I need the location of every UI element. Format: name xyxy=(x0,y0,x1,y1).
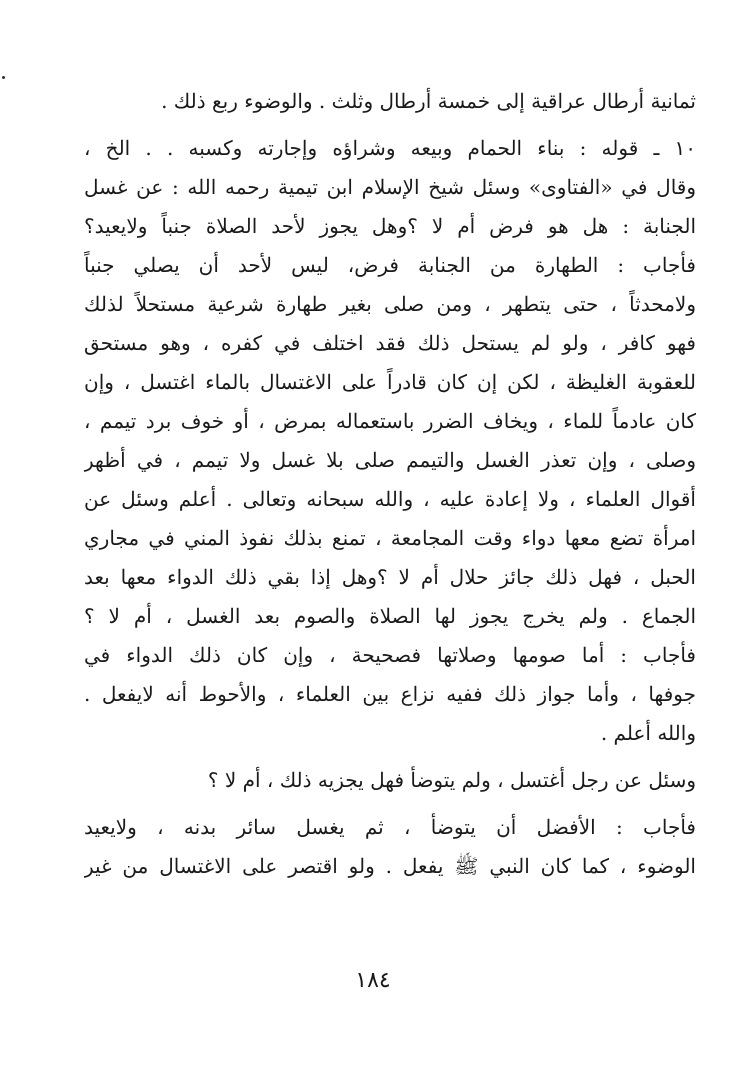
text-line: الجماع . ولم يخرج يجوز لها الصلاة والصوم بعد الغسل ، أم لا ؟ xyxy=(84,604,696,628)
text-line: جوفها ، وأما جواز ذلك ففيه نزاع بين العلماء ، والأحوط أنه لايفعل . xyxy=(84,682,696,706)
text-line: والله أعلم . xyxy=(600,721,696,745)
text-line: فهو كافر ، ولو لم يستحل ذلك فقد اختلف في كفره ، وهو مستحق xyxy=(84,331,696,355)
text-line: وقال في «الفتاوى» وسئل شيخ الإسلام ابن تيمية رحمه الله : عن غسل xyxy=(84,175,696,199)
text-line: امرأة تضع معها دواء وقت المجامعة ، تمنع بذلك نفوذ المني في مجاري xyxy=(84,526,696,550)
text-line: أقوال العلماء ، ولا إعادة عليه ، والله سبحانه وتعالى . أعلم وسئل عن xyxy=(84,487,696,511)
text-line: وسئل عن رجل أغتسل ، ولم يتوضأ فهل يجزيه ذلك ، أم لا ؟ xyxy=(207,768,696,792)
text-line: الوضوء ، كما كان النبي ﷺ يفعل . ولو اقتصر على الاغتسال من غير xyxy=(84,854,696,878)
text-line: الجنابة : هل هو فرض أم لا ؟وهل يجوز لأحد الصلاة جنباً ولايعيد؟ xyxy=(84,214,696,238)
text-line: وصلى ، وإن تعذر الغسل والتيمم صلى بلا غسل ولا تيمم ، في أظهر xyxy=(84,448,696,472)
text-line: ثمانية أرطال عراقية إلى خمسة أرطال وثلث . والوضوء ربع ذلك . xyxy=(161,89,696,113)
text-line: فأجاب : الأفضل أن يتوضأ ، ثم يغسل سائر بدنه ، ولايعيد xyxy=(84,815,696,839)
text-line: ولامحدثاً ، حتى يتطهر ، ومن صلى بغير طهارة شرعية مستحلاً لذلك xyxy=(84,292,696,316)
text-line: فأجاب : أما صومها وصلاتها فصحيحة ، وإن كان ذلك الدواء في xyxy=(84,643,696,667)
text-line: ١٠ ـ قوله : بناء الحمام وبيعه وشراؤه وإجارته وكسبه . . الخ ، xyxy=(84,136,696,160)
scan-mark xyxy=(2,76,5,79)
text-line: الحبل ، فهل ذلك جائز حلال أم لا ؟وهل إذا بقي ذلك الدواء معها بعد xyxy=(84,565,696,589)
document-body xyxy=(84,82,696,886)
page-number: ١٨٤ xyxy=(355,968,391,993)
text-line: كان عادماً للماء ، ويخاف الضرر باستعماله بمرض ، أو خوف برد تيمم ، xyxy=(84,409,696,433)
text-line: فأجاب : الطهارة من الجنابة فرض، ليس لأحد أن يصلي جنباً xyxy=(84,253,696,277)
text-line: للعقوبة الغليظة ، لكن إن كان قادراً على الاغتسال بالماء اغتسل ، وإن xyxy=(84,370,696,394)
